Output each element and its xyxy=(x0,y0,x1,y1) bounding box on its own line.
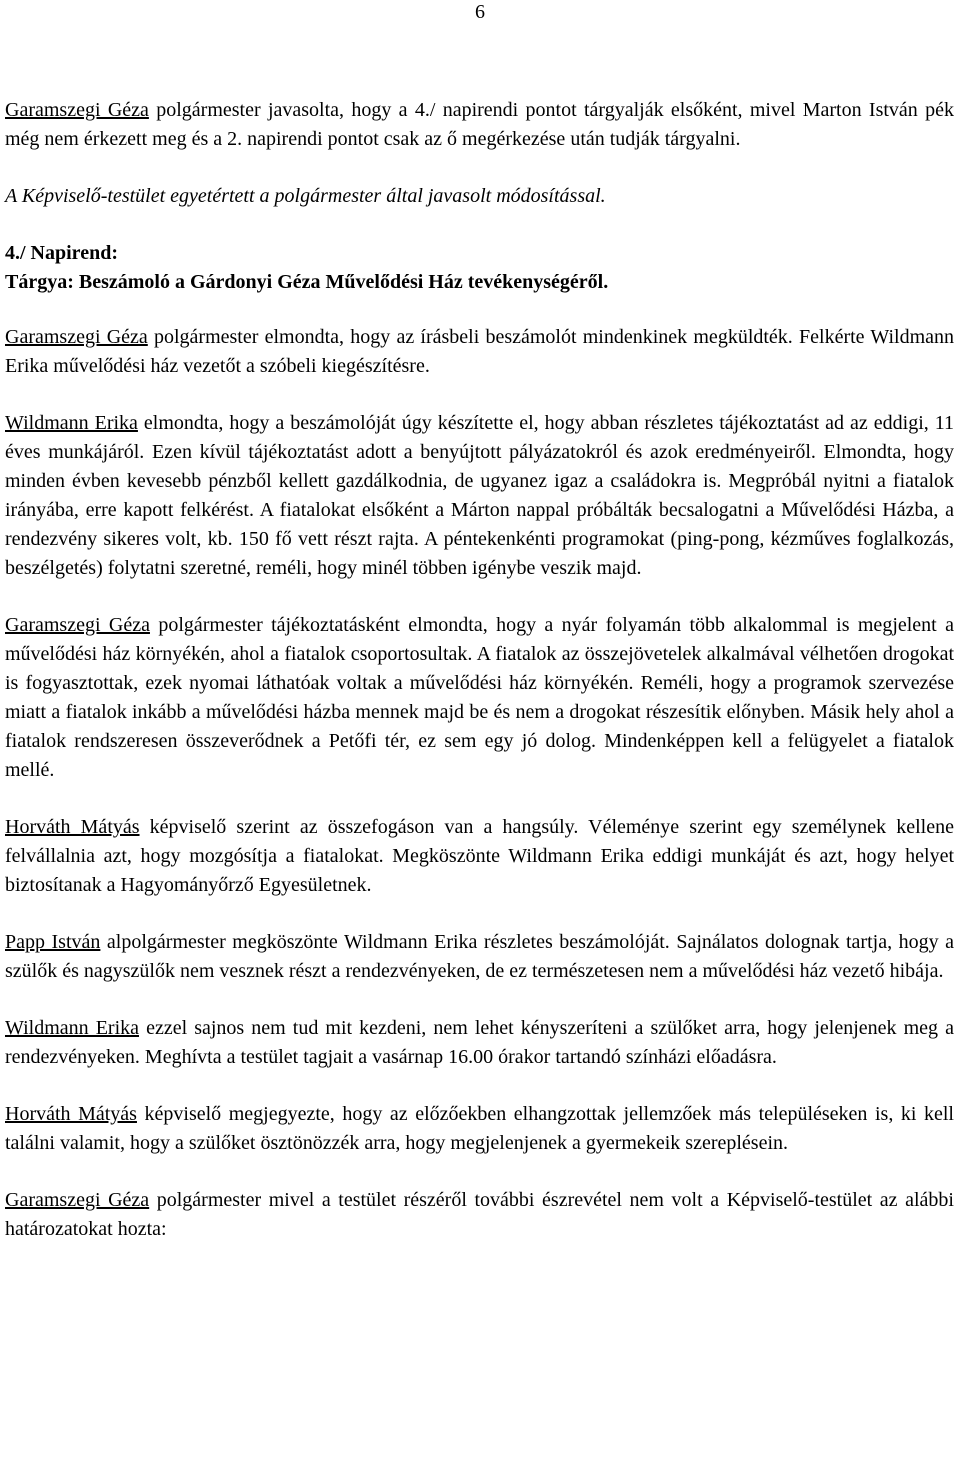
paragraph xyxy=(5,611,954,785)
speaker-name: Garamszegi Géza xyxy=(5,99,149,121)
paragraph xyxy=(5,928,954,986)
paragraph xyxy=(5,813,954,900)
paragraph-text: polgármester tájékoztatásként elmondta, hogy a nyár folyamán több alkalommal is megjelent a művelődési ház környékén, ahol a fiatalok csoportosultak. A fiatalok az összejövetelek alkalmával vélhetően drogokat is fogyasztottak, ezek nyomai láthatóak voltak a művelődési ház környékén. Reméli, hogy a programok szervezése miatt a fiatalok inkább a művelődési házba mennek majd be és nem a drogokat részesítik előnyben. Másik hely ahol a fiatalok rendszeresen összeverődnek a Petőfi tér, ez sem egy jó dolog. Mindenképpen kell a felügyelet a fiatalok mellé. xyxy=(5,614,954,781)
paragraph-text: képviselő szerint az összefogáson van a hangsúly. Véleménye szerint egy személynek kellene felvállalnia azt, hogy mozgósítja a fiatalokat. Megköszönte Wildmann Erika eddigi munkáját és azt, hogy helyet biztosítanak a Hagyományőrző Egyesületnek. xyxy=(5,816,954,896)
paragraph xyxy=(5,323,954,381)
document-body xyxy=(5,96,954,1244)
speaker-name: Garamszegi Géza xyxy=(5,326,148,348)
agenda-subject: Tárgya: Beszámoló a Gárdonyi Géza Művelődési Ház tevékenységéről. xyxy=(5,271,609,293)
speaker-name: Horváth Mátyás xyxy=(5,1103,137,1125)
agenda-heading xyxy=(5,239,954,297)
paragraph-text: képviselő megjegyezte, hogy az előzőekben elhangzottak jellemzőek más településeken is, ki kell találni valamit, hogy a szülőket ösztönözzék arra, hogy megjelenjenek a gyermekeik szereplésein. xyxy=(5,1103,954,1154)
paragraph-text: polgármester elmondta, hogy az írásbeli beszámolót mindenkinek megküldték. Felkérte Wildmann Erika művelődési ház vezetőt a szóbeli kiegészítésre. xyxy=(5,326,954,377)
paragraph xyxy=(5,1014,954,1072)
paragraph-text: polgármester javasolta, hogy a 4./ napirendi pontot tárgyalják elsőként, mivel Marton István pék még nem érkezett meg és a 2. napirendi pontot csak az ő megérkezése után tudják tárgyalni. xyxy=(5,99,954,150)
paragraph xyxy=(5,1100,954,1158)
paragraph-text: polgármester mivel a testület részéről további észrevétel nem volt a Képviselő-testület az alábbi határozatokat hozta: xyxy=(5,1189,954,1240)
agenda-number: 4./ Napirend: xyxy=(5,242,118,264)
paragraph xyxy=(5,409,954,583)
speaker-name: Garamszegi Géza xyxy=(5,1189,150,1211)
speaker-name: Wildmann Erika xyxy=(5,412,138,434)
paragraph xyxy=(5,1186,954,1244)
page-number: 6 xyxy=(475,1,485,23)
paragraph-text: ezzel sajnos nem tud mit kezdeni, nem lehet kényszeríteni a szülőket arra, hogy jelenjenek meg a rendezvényeken. Meghívta a testület tagjait a vasárnap 16.00 órakor tartandó színházi előadásra. xyxy=(5,1017,954,1068)
speaker-name: Wildmann Erika xyxy=(5,1017,139,1039)
paragraph-text: A Képviselő-testület egyetértett a polgármester által javasolt módosítással. xyxy=(5,185,606,207)
paragraph-text: elmondta, hogy a beszámolóját úgy készítette el, hogy abban részletes tájékoztatást ad az eddigi, 11 éves munkájáról. Ezen kívül tájékoztatást adott a benyújtott pályázatokról és azok eredményeiről. Elmondta, hogy minden évben kevesebb pénzből kellett gazdálkodnia, de ugyanez igaz a családokra is. Megpróbál nyitni a fiatalok irányába, erre kapott felkérést. A fiatalokat elsőként a Márton nappal próbálták becsalogatni a Művelődési Házba, a rendezvény sikeres volt, kb. 150 fő vett részt rajta. A péntekenkénti programokat (ping-pong, kézműves foglalkozás, beszélgetés) folytatni szeretné, reméli, hogy minél többen igénybe veszik majd. xyxy=(5,412,955,579)
speaker-name: Papp István xyxy=(5,931,101,953)
paragraph-text: alpolgármester megköszönte Wildmann Erika részletes beszámolóját. Sajnálatos dolognak tartja, hogy a szülők és nagyszülők nem vesznek részt a rendezvényeken, de ez természetesen nem a művelődési ház vezető hibája. xyxy=(5,931,954,982)
paragraph xyxy=(5,96,954,154)
resolution-note xyxy=(5,182,954,211)
speaker-name: Garamszegi Géza xyxy=(5,614,150,636)
speaker-name: Horváth Mátyás xyxy=(5,816,140,838)
